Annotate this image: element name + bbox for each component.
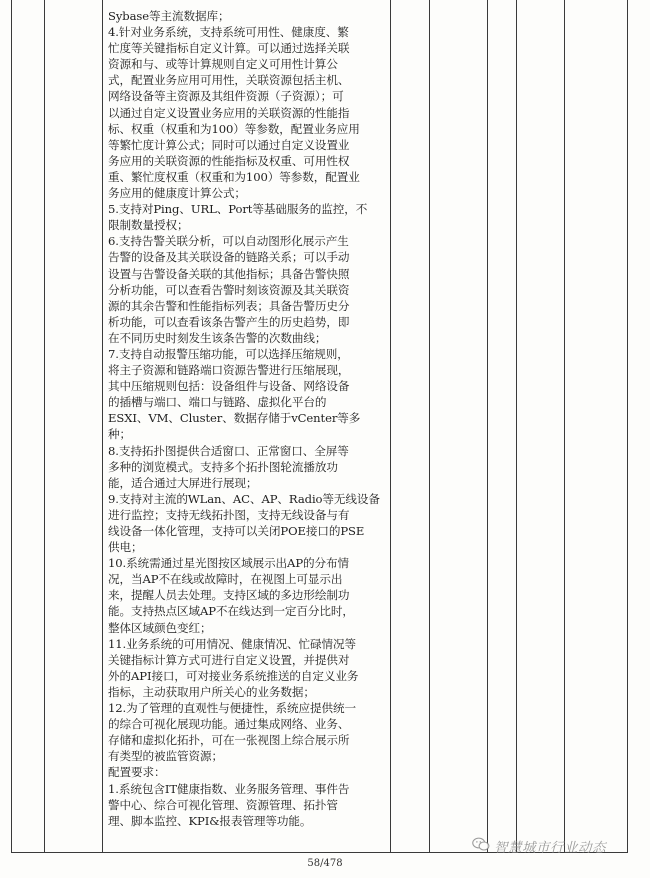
text-line: 关键指标计算方式可进行自定义设置，并提供对: [108, 652, 350, 667]
table-column-line: [44, 0, 45, 853]
text-line: 析功能，可以查看该条告警产生的历史趋势，即: [108, 314, 350, 329]
text-line: 忙度等关键指标自定义计算。可以通过选择关联: [108, 41, 350, 56]
text-line: 7.支持自动报警压缩功能，可以选择压缩规则，: [108, 346, 349, 361]
text-line: 种；: [108, 427, 131, 442]
text-line: 5.支持对Ping、URL、Port等基础服务的监控，不: [108, 202, 368, 217]
text-line: 能，适合通过大屏进行展现；: [108, 475, 258, 490]
table-column-line: [102, 0, 103, 853]
text-line: 多种的浏览模式。支持多个拓扑图轮流播放功: [108, 459, 338, 474]
text-line: 务应用的健康度计算公式；: [108, 186, 246, 201]
watermark: [472, 836, 606, 856]
text-line: 等繁忙度计算公式；同时可以通过自定义设置业: [108, 137, 350, 152]
text-line: 线设备一体化管理，支持可以关闭POE接口的PSE: [108, 524, 365, 538]
text-line: 整体区域颜色变红；: [108, 620, 212, 635]
text-line: 分析功能，可以查看告警时刻该资源及其关联资: [108, 282, 350, 297]
text-line: 6.支持告警关联分析，可以自动图形化展示产生: [108, 234, 349, 249]
text-line: 理、脚本监控、KPI&报表管理等功能。: [108, 813, 312, 828]
watermark-text: 智慧城市行业动态: [494, 840, 606, 856]
text-line: 1.系统包含IT健康指数、业务服务管理、事件告: [108, 781, 350, 796]
text-line: 源的其余告警和性能指标列表；具备告警历史分: [108, 298, 350, 313]
table-column-line: [429, 0, 430, 853]
text-line: 设置与告警设备关联的其他指标；具备告警快照: [108, 266, 350, 281]
wechat-icon: [472, 837, 490, 856]
text-line: 12.为了管理的直观性与便捷性，系统应提供统一: [108, 701, 357, 716]
requirements-text-cell: [108, 8, 388, 829]
text-line: 其中压缩规则包括：设备组件与设备、网络设备: [108, 379, 350, 394]
text-line: 资源和与、或等计算规则自定义可用性计算公: [108, 57, 338, 72]
text-line: 进行监控；支持无线拓扑图，支持无线设备与有: [108, 507, 350, 522]
page-number: 58/478: [307, 858, 343, 869]
text-line: 指标，主动获取用户所关心的业务数据；: [108, 684, 315, 699]
text-line: 告警的设备及其关联设备的链路关系；可以手动: [108, 250, 350, 265]
text-line: 能。支持热点区域AP不在线达到一定百分比时，: [108, 604, 354, 619]
text-line: 4.针对业务系统，支持系统可用性、健康度、繁: [108, 25, 349, 40]
text-line: 的插槽与端口、端口与链路、虚拟化平台的: [108, 395, 327, 410]
table-column-line: [390, 0, 391, 853]
text-line: 警中心、综合可视化管理、资源管理、拓扑管: [108, 797, 338, 812]
text-line: 限制数量授权；: [108, 218, 189, 233]
text-line: 重、繁忙度权重（权重和为100）等参数，配置业: [108, 169, 360, 184]
text-line: 外的API接口，可对接业务系统推送的自定义业务: [108, 668, 359, 683]
text-line: 况，当AP不在线或故障时，在视图上可显示出: [108, 572, 343, 587]
text-line: ESXI、VM、Cluster、数据存储于vCenter等多: [108, 411, 361, 426]
text-line: 务应用的关联资源的性能指标及权重、可用性权: [108, 153, 350, 168]
text-line: 供电；: [108, 540, 143, 555]
text-line: 以通过自定义设置业务应用的关联资源的性能指: [108, 105, 350, 120]
text-line: 配置要求：: [108, 765, 166, 780]
text-line: 网络设备等主资源及其组件资源（子资源）；可: [108, 89, 344, 104]
table-column-line: [564, 0, 565, 853]
text-line: 有类型的被监管资源；: [108, 749, 223, 764]
table-border-right: [627, 0, 628, 853]
text-line: 的综合可视化展现功能。通过集成网络、业务、: [108, 717, 350, 732]
table-column-line: [487, 0, 488, 853]
table-column-line: [516, 0, 517, 853]
text-line: Sybase等主流数据库；: [108, 9, 230, 23]
text-line: 存储和虚拟化拓扑，可在一张视图上综合展示所: [108, 733, 350, 748]
text-line: 将主子资源和链路端口资源告警进行压缩展现，: [108, 363, 350, 378]
text-line: 10.系统需通过星光图按区域展示出AP的分布情: [108, 556, 350, 571]
text-line: 标、权重（权重和为100）等参数，配置业务应用: [108, 121, 360, 136]
text-line: 在不同历史时刻发生该条告警的次数曲线；: [108, 330, 327, 345]
table-border-left: [11, 0, 12, 853]
text-line: 来，提醒人员去处理。支持区域的多边形绘制功: [108, 588, 350, 603]
text-line: 式，配置业务应用可用性，关联资源包括主机、: [108, 73, 350, 88]
text-line: 9.支持对主流的WLan、AC、AP、Radio等无线设备: [108, 491, 380, 506]
text-line: 8.支持拓扑图提供合适窗口、正常窗口、全屏等: [108, 443, 349, 458]
text-line: 11.业务系统的可用情况、健康情况、忙碌情况等: [108, 636, 357, 651]
